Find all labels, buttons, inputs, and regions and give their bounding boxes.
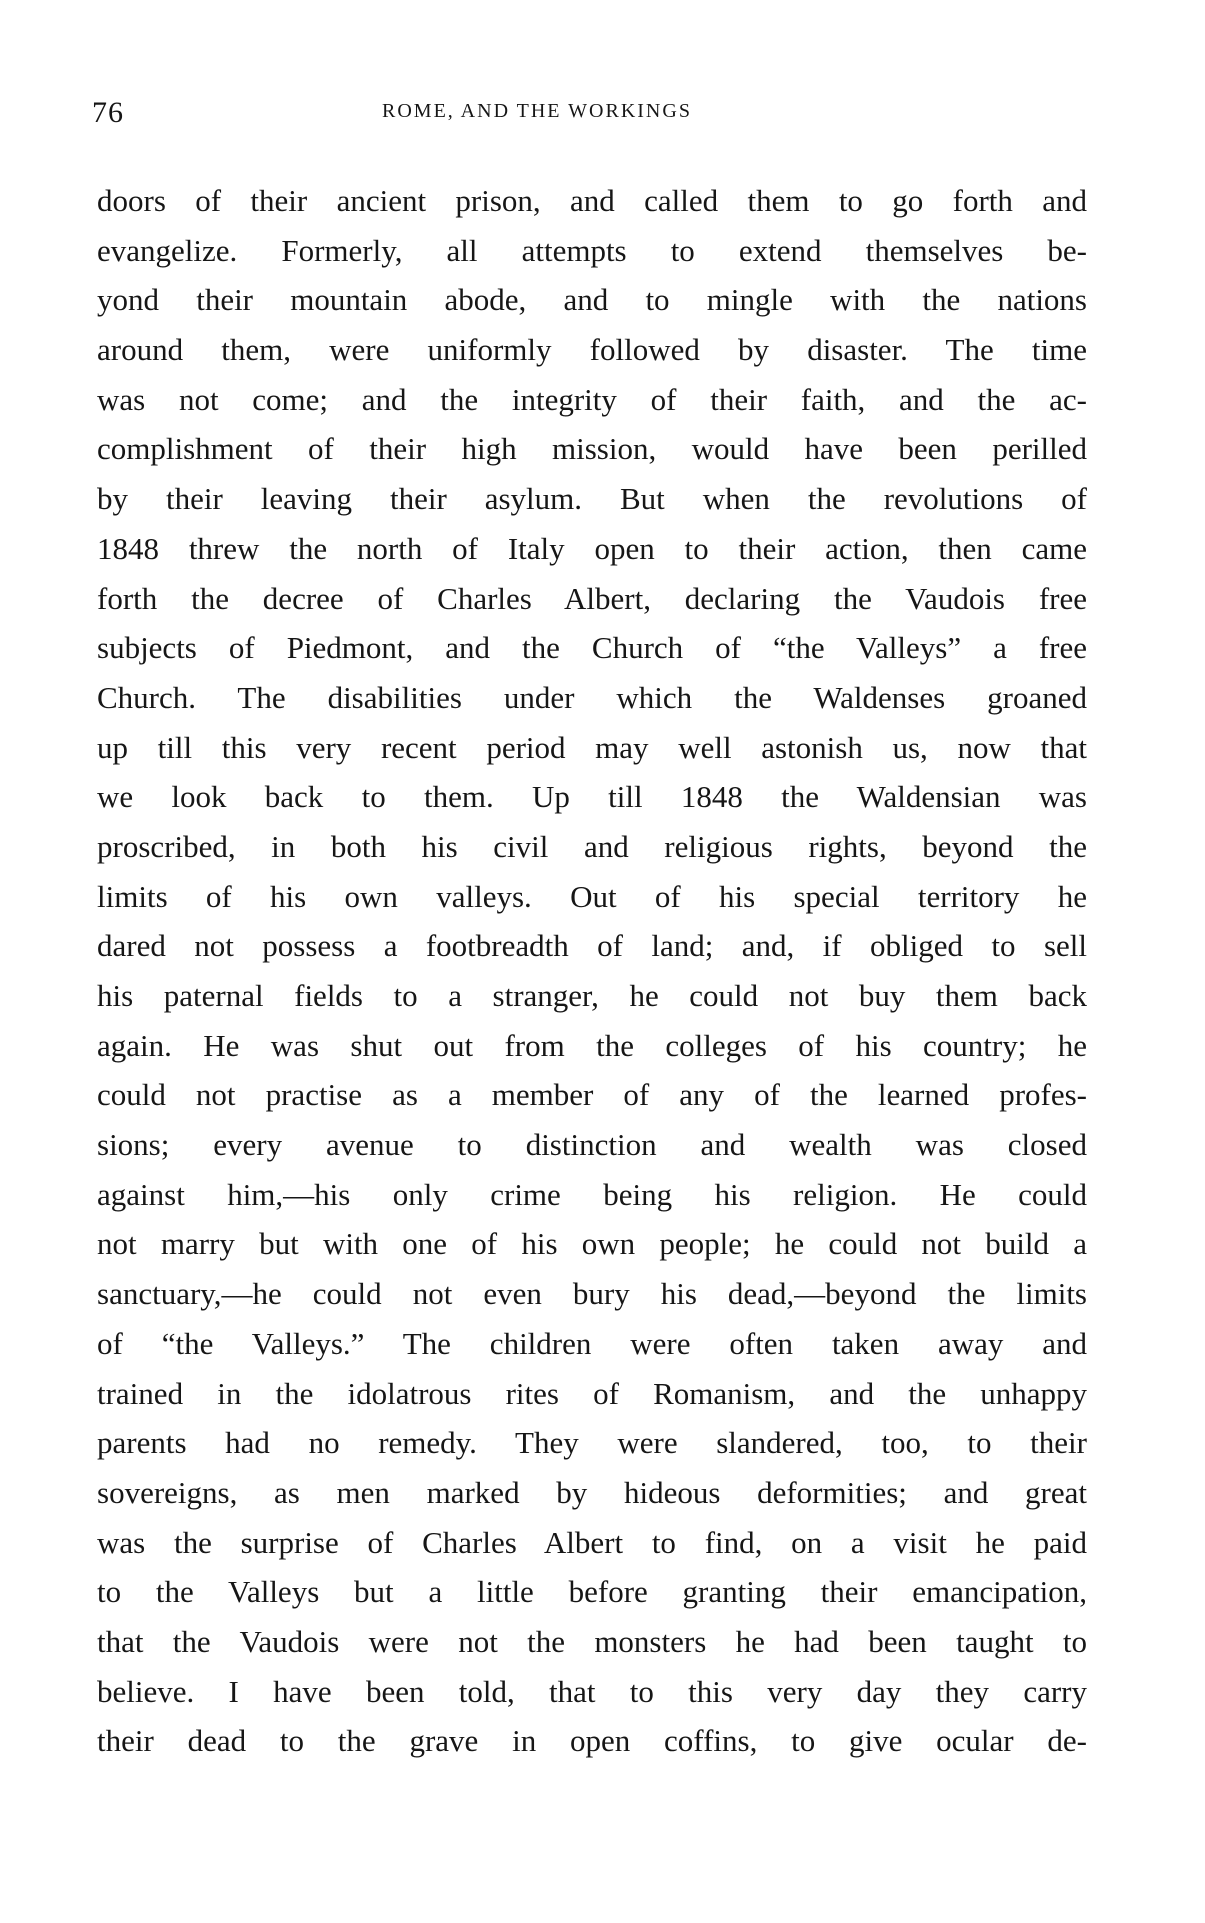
text-line: believe. I have been told, that to this very day they carry [97,1673,1087,1709]
text-line: to the Valleys but a little before granting their emancipation, [97,1574,1087,1610]
text-line: dared not possess a footbreadth of land; and, if obliged to sell [97,928,1087,964]
text-line: not marry but with one of his own people; he could not build a [97,1226,1087,1262]
text-line: proscribed, in both his civil and religious rights, beyond the [97,828,1087,864]
text-line: evangelize. Formerly, all attempts to extend themselves be- [97,232,1087,268]
text-line: 1848 threw the north of Italy open to their action, then came [97,530,1087,566]
text-line: forth the decree of Charles Albert, declaring the Vaudois free [97,580,1087,616]
text-line: we look back to them. Up till 1848 the Waldensian was [97,779,1087,815]
text-line: his paternal fields to a stranger, he could not buy them back [97,978,1087,1013]
text-line: parents had no remedy. They were slandered, too, to their [97,1425,1087,1461]
text-line: their dead to the grave in open coffins, to give ocular de- [97,1723,1087,1759]
running-head [92,96,1092,136]
running-title: ROME, AND THE WORKINGS [382,100,692,122]
text-line: was the surprise of Charles Albert to find, on a visit he paid [97,1524,1087,1560]
page-number: 76 [92,96,124,129]
text-line: doors of their ancient prison, and called them to go forth and [97,183,1087,218]
text-line: Church. The disabilities under which the Waldenses groaned [97,679,1087,715]
text-line: that the Vaudois were not the monsters he had been taught to [97,1623,1087,1659]
text-line: against him,—his only crime being his religion. He could [97,1176,1087,1212]
text-line: limits of his own valleys. Out of his special territory he [97,878,1087,914]
text-line: of “the Valleys.” The children were often taken away and [97,1325,1087,1361]
text-line: could not practise as a member of any of the learned profes- [97,1077,1087,1113]
text-line: again. He was shut out from the colleges of his country; he [97,1027,1087,1063]
text-line: sions; every avenue to distinction and wealth was closed [97,1127,1087,1163]
text-line: trained in the idolatrous rites of Romanism, and the unhappy [97,1375,1087,1411]
text-line: yond their mountain abode, and to mingle with the nations [97,282,1087,318]
text-line: subjects of Piedmont, and the Church of “the Valleys” a free [97,630,1087,666]
text-line: was not come; and the integrity of their faith, and the ac- [97,381,1087,417]
text-line: by their leaving their asylum. But when the revolutions of [97,481,1087,517]
text-line: sovereigns, as men marked by hideous deformities; and great [97,1474,1087,1510]
text-line: up till this very recent period may well astonish us, now that [97,729,1087,765]
text-line: sanctuary,—he could not even bury his dead,—beyond the limits [97,1276,1087,1312]
text-line: around them, were uniformly followed by disaster. The time [97,332,1087,368]
text-line: complishment of their high mission, would have been perilled [97,431,1087,467]
body-text [97,176,1087,1766]
